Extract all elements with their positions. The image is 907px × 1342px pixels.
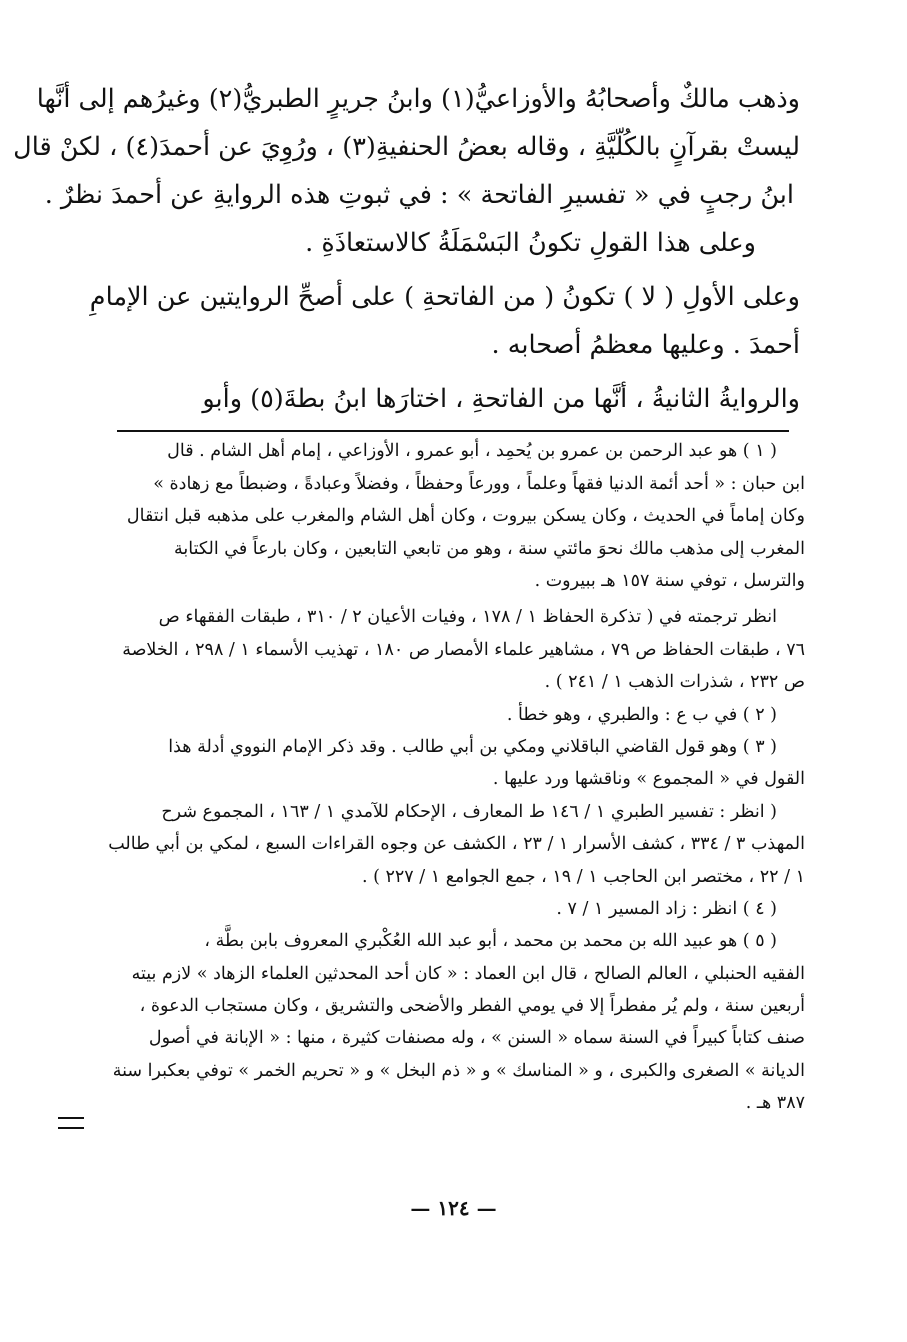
footnote-line: ابن حبان : « أحد أئمة الدنيا فقهاً وعلماً ، وورعاً وحفظاً ، وفضلاً وعبادةً ، وضبطاً مع زهادة » bbox=[153, 473, 805, 494]
footnote-line: أربعين سنة ، ولم يُر مفطراً إلا في يومي الفطر والأضحى والتشريق ، وكان مستجاب الدعوة ، bbox=[139, 996, 805, 1017]
main-text-line: ليستْ بقرآنٍ بالكُلّيَّةِ ، وقاله بعضُ الحنفيةِ(٣) ، ورُوِيَ عن أحمدَ(٤) ، لكنْ قال bbox=[13, 132, 800, 163]
footnote-line: صنف كتاباً كبيراً في السنة سماه « السنن » ، وله مصنفات كثيرة ، منها : « الإبانة في أصول bbox=[148, 1028, 805, 1049]
footnotes-section bbox=[100, 436, 805, 1120]
main-text-line: أحمدَ . وعليها معظمُ أصحابه . bbox=[491, 330, 800, 361]
footnote-line: ص ٢٣٢ ، شذرات الذهب ١ / ٢٤١ ) . bbox=[544, 672, 805, 693]
footnote-line: الديانة » الصغرى والكبرى ، و « المناسك » و « ذم البخل » و « تحريم الخمر » توفي بعكبرا سنة bbox=[112, 1060, 805, 1081]
footnote-line: ٣٨٧ هـ . bbox=[745, 1093, 805, 1114]
footnote-line: ( ٤ ) انظر : زاد المسير ١ / ٧ . bbox=[556, 898, 777, 919]
page-number: — ١٢٤ — bbox=[410, 1196, 497, 1220]
footnote-line: ( ٣ ) وهو قول القاضي الباقلاني ومكي بن أبي طالب . وقد ذكر الإمام النووي أدلة هذا bbox=[168, 736, 777, 757]
footnote-line: ( ١ ) هو عبد الرحمن بن عمرو بن يُحمِد ، أبو عمرو ، الأوزاعي ، إمام أهل الشام . قال bbox=[167, 441, 777, 462]
main-text-line: وذهب مالكٌ وأصحابُهُ والأوزاعيُّ(١) وابنُ جريرٍ الطبريُّ(٢) وغيرُهم إلى أنَّها bbox=[36, 84, 800, 115]
footnote-line: والترسل ، توفي سنة ١٥٧ هـ ببيروت . bbox=[534, 571, 805, 591]
footnote-line: ( ٢ ) في ب ع : والطبري ، وهو خطأ . bbox=[506, 704, 777, 725]
main-text-line: وعلى هذا القولِ تكونُ البَسْمَلَةُ كالاستعاذَةِ . bbox=[305, 228, 756, 259]
main-text-body bbox=[13, 76, 800, 424]
main-text-line: وعلى الأولِ ( لا ) تكونُ ( من الفاتحةِ ) على أصحِّ الروايتين عن الإمامِ bbox=[89, 282, 800, 313]
main-text-line: ابنُ رجبٍ في « تفسيرِ الفاتحة » : في ثبوتِ هذه الروايةِ عن أحمدَ نظرٌ . bbox=[44, 180, 794, 211]
footnote-line: ( ٥ ) هو عبيد الله بن محمد بن محمد ، أبو عبد الله العُكْبري المعروف بابن بطَّة ، bbox=[204, 931, 777, 952]
footnote-line: ٧٦ ، طبقات الحفاظ ص ٧٩ ، مشاهير علماء الأمصار ص ١٨٠ ، تهذيب الأسماء ١ / ٢٩٨ ، الخلاصة bbox=[122, 639, 805, 660]
footnote-line: المغرب إلى مذهب مالك نحوَ مائتي سنة ، وهو من تابعي التابعين ، وكان بارعاً في الكتابة bbox=[173, 538, 805, 559]
main-text-line: والروايةُ الثانيةُ ، أنَّها من الفاتحةِ ، اختارَها ابنُ بطةَ(٥) وأبو bbox=[202, 384, 800, 415]
footnote-line: القول في « المجموع » وناقشها ورد عليها . bbox=[492, 769, 805, 790]
footnote-line: المهذب ٣ / ٣٣٤ ، كشف الأسرار ١ / ٢٣ ، الكشف عن وجوه القراءات السبع ، لمكي بن أبي طالب bbox=[108, 834, 805, 855]
continuation-mark-icon bbox=[58, 1117, 84, 1129]
footnote-line: انظر ترجمته في ( تذكرة الحفاظ ١ / ١٧٨ ، وفيات الأعيان ٢ / ٣١٠ ، طبقات الفقهاء ص bbox=[158, 607, 777, 628]
footnote-line: وكان إماماً في الحديث ، وكان يسكن بيروت ، وكان أهل الشام والمغرب على مذهبه قبل انتقال bbox=[126, 506, 805, 527]
footnote-line: ١ / ٢٢ ، مختصر ابن الحاجب ١ / ١٩ ، جمع الجوامع ١ / ٢٢٧ ) . bbox=[361, 866, 805, 887]
footnote-separator-line bbox=[117, 430, 789, 432]
footnote-line: ( انظر : تفسير الطبري ١ / ١٤٦ ط المعارف ، الإحكام للآمدي ١ / ١٦٣ ، المجموع شرح bbox=[161, 801, 777, 822]
footnote-line: الفقيه الحنبلي ، العالم الصالح ، قال ابن العماد : « كان أحد المحدثين العلماء الزهاد » لازم بيته bbox=[131, 963, 805, 984]
